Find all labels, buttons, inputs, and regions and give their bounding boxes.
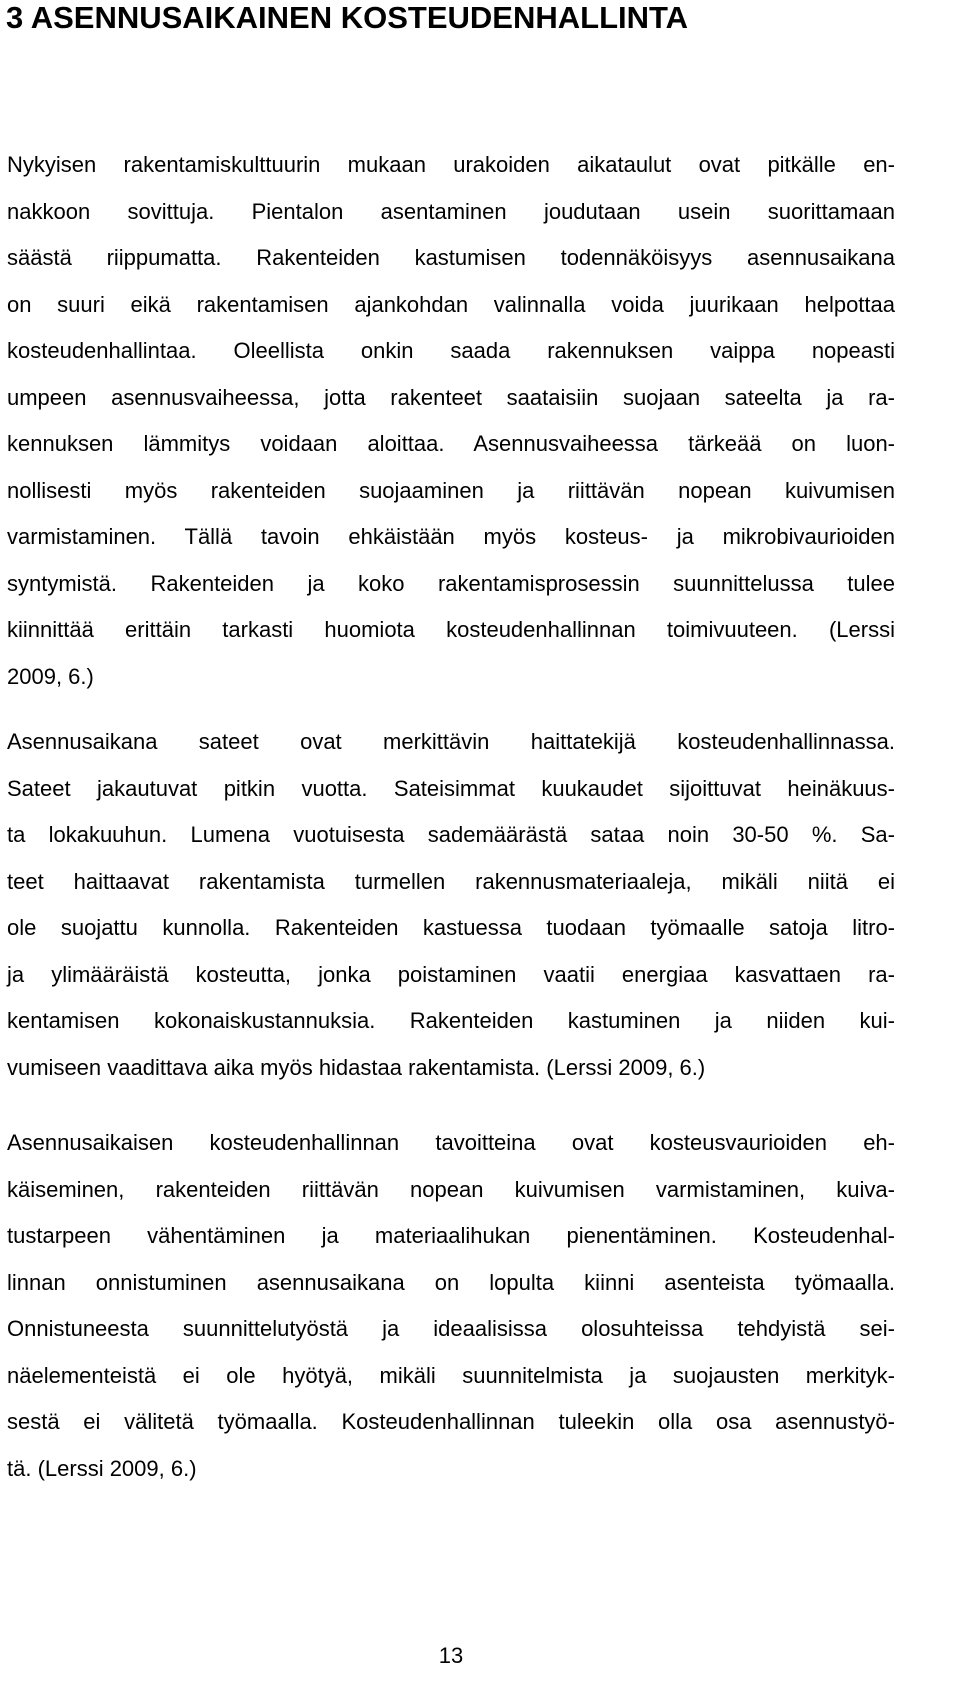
paragraph-2: [7, 719, 895, 1091]
paragraph-3: [7, 1120, 895, 1492]
paragraph-line: varmistaminen. Tällä tavoin ehkäistään myös kosteus- ja mikrobivaurioiden: [7, 524, 895, 549]
paragraph-line: 2009, 6.): [7, 663, 94, 689]
paragraph-line: käiseminen, rakenteiden riittävän nopean kuivumisen varmistaminen, kuiva-: [7, 1176, 895, 1202]
paragraph-1: [7, 142, 895, 700]
paragraph-line: kiinnittää erittäin tarkasti huomiota kosteudenhallinnan toimivuuteen. (Lerssi: [7, 617, 895, 642]
paragraph-line: näelementeistä ei ole hyötyä, mikäli suunnitelmista ja suojausten merkityk-: [7, 1362, 895, 1388]
paragraph-line: syntymistä. Rakenteiden ja koko rakentamisprosessin suunnittelussa tulee: [7, 570, 895, 596]
paragraph-line: ja ylimääräistä kosteutta, jonka poistaminen vaatii energiaa kasvattaen ra-: [7, 961, 895, 987]
paragraph-line: on suuri eikä rakentamisen ajankohdan valinnalla voida juurikaan helpottaa: [7, 291, 895, 317]
paragraph-line: kosteudenhallintaa. Oleellista onkin saada rakennuksen vaippa nopeasti: [7, 338, 895, 363]
page-number: 13: [438, 1643, 464, 1668]
paragraph-line: umpeen asennusvaiheessa, jotta rakenteet saataisiin suojaan sateelta ja ra-: [7, 384, 895, 410]
paragraph-line: sestä ei välitetä työmaalla. Kosteudenhallinnan tuleekin olla osa asennustyö-: [7, 1409, 895, 1434]
paragraph-line: ta lokakuuhun. Lumena vuotuisesta sademäärästä sataa noin 30-50 %. Sa-: [7, 822, 895, 847]
paragraph-line: säästä riippumatta. Rakenteiden kastumisen todennäköisyys asennusaikana: [7, 245, 895, 270]
paragraph-line: Onnistuneesta suunnittelutyöstä ja ideaalisissa olosuhteissa tehdyistä sei-: [7, 1316, 895, 1341]
paragraph-line: tustarpeen vähentäminen ja materiaalihukan pienentäminen. Kosteudenhal-: [7, 1223, 895, 1248]
paragraph-line: Asennusaikaisen kosteudenhallinnan tavoitteina ovat kosteusvaurioiden eh-: [7, 1130, 895, 1155]
chapter-heading: 3 ASENNUSAIKAINEN KOSTEUDENHALLINTA: [6, 0, 689, 35]
paragraph-line: teet haittaavat rakentamista turmellen rakennusmateriaaleja, mikäli niitä ei: [7, 868, 895, 894]
paragraph-line: ole suojattu kunnolla. Rakenteiden kastuessa tuodaan työmaalle satoja litro-: [7, 915, 895, 940]
paragraph-line: linnan onnistuminen asennusaikana on lopulta kiinni asenteista työmaalla.: [7, 1269, 895, 1295]
paragraph-line: tä. (Lerssi 2009, 6.): [7, 1455, 197, 1481]
paragraph-line: Asennusaikana sateet ovat merkittävin haittatekijä kosteudenhallinnassa.: [7, 729, 895, 754]
paragraph-line: kentamisen kokonaiskustannuksia. Rakenteiden kastuminen ja niiden kui-: [7, 1008, 895, 1033]
paragraph-line: vumiseen vaadittava aika myös hidastaa rakentamista. (Lerssi 2009, 6.): [7, 1054, 706, 1080]
paragraph-line: nakkoon sovittuja. Pientalon asentaminen joudutaan usein suorittamaan: [7, 198, 895, 224]
paragraph-line: kennuksen lämmitys voidaan aloittaa. Asennusvaiheessa tärkeää on luon-: [7, 431, 895, 456]
paragraph-line: Sateet jakautuvat pitkin vuotta. Sateisimmat kuukaudet sijoittuvat heinäkuus-: [7, 775, 895, 801]
paragraph-line: nollisesti myös rakenteiden suojaaminen ja riittävän nopean kuivumisen: [7, 477, 895, 503]
paragraph-line: Nykyisen rakentamiskulttuurin mukaan urakoiden aikataulut ovat pitkälle en-: [7, 152, 895, 177]
